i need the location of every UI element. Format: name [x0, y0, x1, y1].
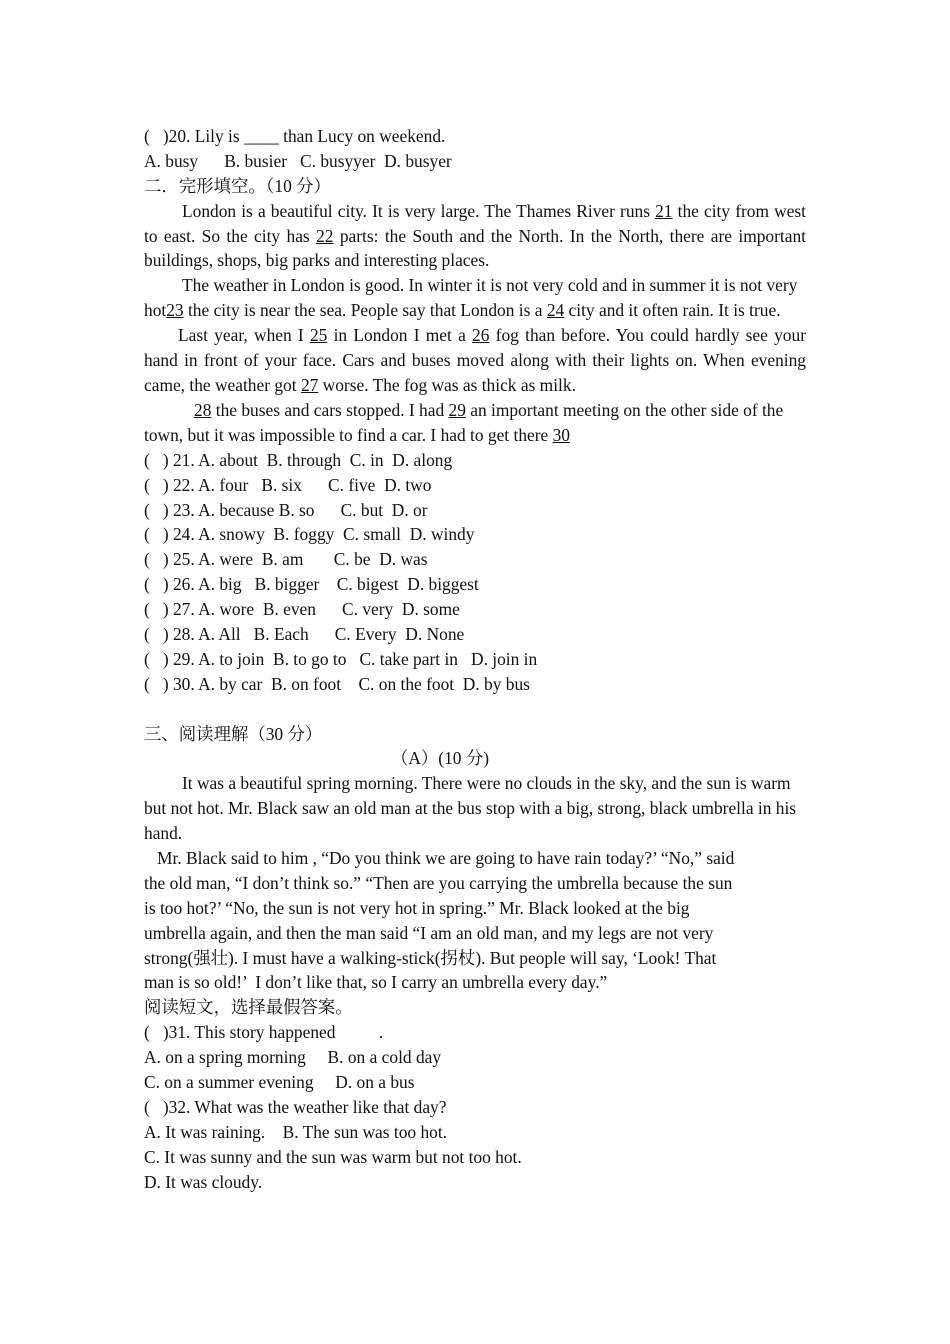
question-24: ( ) 24. A. snowy B. foggy C. small D. windy — [144, 524, 475, 545]
cloze-paragraph-3: Last year, when I 25 in London I met a 26 fog than before. You could hardly see your hand in front of your face. Cars and buses moved along with their lights on. When evening came, the weather got 27 worse. The fog was as thick as milk. — [144, 325, 806, 396]
blank-23: 23 — [166, 300, 184, 321]
question-22: ( ) 22. A. four B. six C. five D. two — [144, 474, 432, 495]
blank-26: 26 — [472, 325, 490, 346]
question-32-option-ab: A. It was raining. B. The sun was too hot. — [144, 1121, 448, 1142]
question-31-stem: ( )31. This story happened . — [144, 1022, 384, 1043]
blank-25: 25 — [309, 325, 328, 346]
document-page — [144, 124, 806, 1195]
blank-22: 22 — [316, 225, 334, 246]
reading-paragraph-2-line-4: umbrella again, and then the man said “I am an old man, and my legs are not very — [144, 922, 714, 943]
question-27: ( ) 27. A. wore B. even C. very D. some — [144, 599, 460, 620]
reading-paragraph-2-line-1: Mr. Black said to him , “Do you think we are going to have rain today?’ “No,” said — [144, 848, 735, 869]
reading-paragraph-2-line-2: the old man, “I don’t think so.” “Then are you carrying the umbrella because the sun — [144, 872, 733, 893]
question-20-options: A. busy B. busier C. busyyer D. busyer — [144, 150, 452, 171]
question-20-stem: ( )20. Lily is ____ than Lucy on weekend. — [144, 126, 446, 146]
reading-paragraph-1: It was a beautiful spring morning. There were no clouds in the sky, and the sun is warm but not hot. Mr. Black saw an old man at the bus stop with a big, strong, black umbrella in his hand. — [144, 773, 797, 844]
blank-28: 28 — [194, 399, 212, 420]
section-2-title: 二．完形填空。（10 分） — [144, 175, 331, 196]
question-21: ( ) 21. A. about B. through C. in D. along — [144, 449, 453, 470]
passage-a-subtitle: （A）(10 分) — [390, 748, 490, 769]
question-32-option-c: C. It was sunny and the sun was warm but not too hot. — [144, 1146, 522, 1167]
question-23: ( ) 23. A. because B. so C. but D. or — [144, 499, 428, 520]
question-29: ( ) 29. A. to join B. to go to C. take part in D. join in — [144, 648, 538, 669]
question-32-option-d: D. It was cloudy. — [144, 1171, 263, 1192]
question-25: ( ) 25. A. were B. am C. be D. was — [144, 549, 428, 570]
cloze-paragraph-4: 28 the buses and cars stopped. I had 29 an important meeting on the other side of the town, but it was impossible to find a car. I had to get there 30 — [144, 399, 784, 445]
blank-line — [144, 697, 806, 722]
question-30: ( ) 30. A. by car B. on foot C. on the foot D. by bus — [144, 673, 530, 694]
blank-29: 29 — [448, 399, 466, 420]
blank-24: 24 — [546, 300, 565, 321]
reading-instruction: 阅读短文，选择最假答案。 — [144, 997, 353, 1018]
reading-paragraph-2-line-5: strong(强壮). I must have a walking-stick(拐杖). But people will say, ‘Look! That — [144, 947, 717, 968]
cloze-paragraph-1: London is a beautiful city. It is very large. The Thames River runs 21 the city from west to east. So the city has 22 parts: the South and the North. In the North, there are important buildings, shops, big parks and interesting places. — [144, 200, 807, 271]
blank-30: 30 — [552, 424, 570, 445]
cloze-paragraph-2: The weather in London is good. In winter it is not very cold and in summer it is not very hot23 the city is near the sea. People say that London is a 24 city and it often rain. It is true. — [144, 275, 798, 321]
question-26: ( ) 26. A. big B. bigger C. bigest D. biggest — [144, 574, 479, 595]
question-32-stem: ( )32. What was the weather like that day? — [144, 1096, 447, 1117]
section-3-title: 三、阅读理解（30 分） — [144, 723, 323, 744]
blank-27: 27 — [300, 375, 319, 396]
reading-paragraph-2-line-6: man is so old!’ I don’t like that, so I carry an umbrella every day.” — [144, 972, 608, 993]
blank-21: 21 — [655, 200, 673, 221]
reading-paragraph-2-line-3: is too hot?’ “No, the sun is not very hot in spring.” Mr. Black looked at the big — [144, 897, 690, 918]
question-28: ( ) 28. A. All B. Each C. Every D. None — [144, 623, 465, 644]
question-31-options-ab: A. on a spring morning B. on a cold day — [144, 1047, 442, 1068]
question-31-options-cd: C. on a summer evening D. on a bus — [144, 1072, 415, 1093]
